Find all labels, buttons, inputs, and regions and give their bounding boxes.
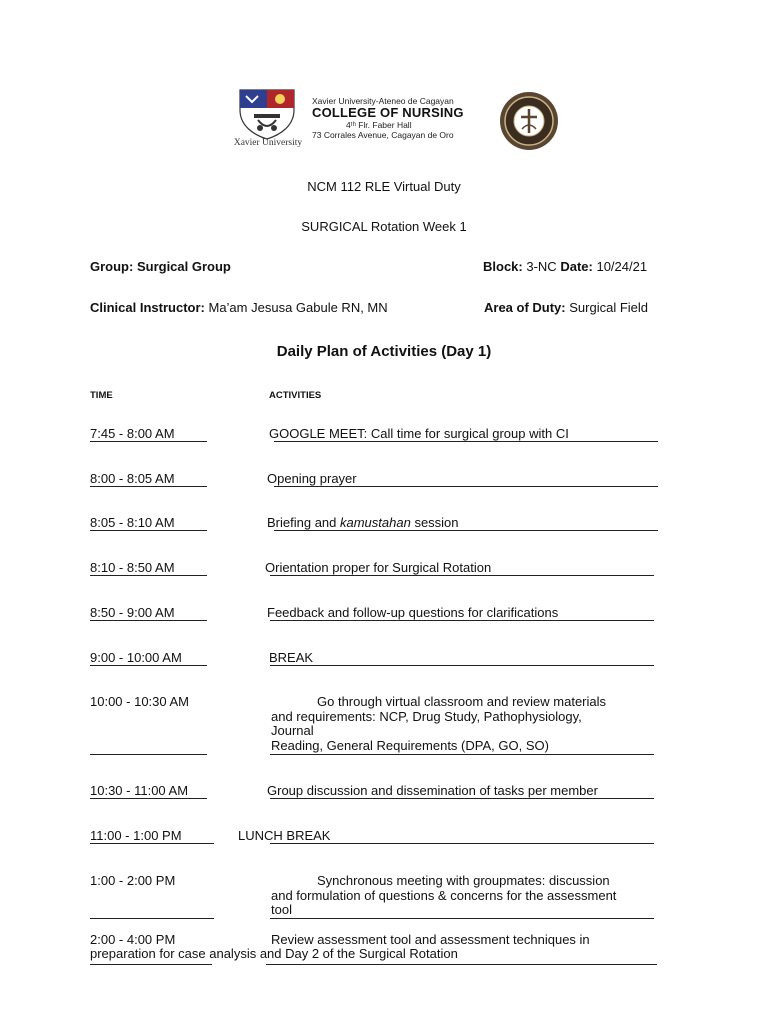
block-date-field (483, 259, 647, 274)
blank-line (270, 619, 654, 621)
blank-line (90, 842, 214, 844)
activity-line: Review assessment tool and assessment techniques in (271, 932, 590, 947)
block-value: 3-NC (526, 259, 557, 274)
time-slot: 8:00 - 8:05 AM (90, 471, 175, 486)
activity: LUNCH BREAK (238, 828, 331, 843)
time-slot: 10:00 - 10:30 AM (90, 694, 190, 709)
block-label: Block: (483, 259, 523, 274)
activity: GOOGLE MEET: Call time for surgical group with CI (269, 426, 569, 441)
activity-line: and requirements: NCP, Drug Study, Pathophysiology, (271, 709, 582, 724)
plan-title: Daily Plan of Activities (Day 1) (276, 343, 492, 360)
activity-text: Briefing and (267, 515, 340, 530)
blank-line (270, 753, 654, 755)
activity-line: and formulation of questions & concerns for the assessment (271, 888, 617, 903)
blank-line (90, 619, 207, 621)
activity-italic-text: kamustahan (340, 515, 411, 530)
activity: BREAK (269, 650, 314, 665)
blank-line (90, 664, 207, 666)
activity: Orientation proper for Surgical Rotation (265, 560, 492, 575)
blank-line (270, 664, 654, 666)
time-slot: 8:50 - 9:00 AM (90, 605, 175, 620)
college-address (312, 96, 502, 140)
activity-line: Go through virtual classroom and review materials (317, 694, 607, 709)
blank-line (270, 574, 654, 576)
blank-line (90, 797, 207, 799)
college-name: COLLEGE OF NURSING (312, 105, 464, 120)
street-address: 73 Corrales Avenue, Cagayan de Oro (312, 130, 454, 140)
activity: Feedback and follow-up questions for clarifications (267, 605, 559, 620)
activity-line: Reading, General Requirements (DPA, GO, SO) (271, 738, 549, 753)
time-slot: 9:00 - 10:00 AM (90, 650, 182, 665)
letterhead (228, 88, 538, 158)
activity-text: session (410, 515, 459, 530)
activity-line: preparation for case analysis and Day 2 of the Surgical Rotation (90, 946, 458, 961)
activity-line: Journal (271, 723, 314, 738)
blank-line (270, 797, 654, 799)
blank-line (270, 842, 654, 844)
date-label: Date: (560, 259, 593, 274)
area-value: Surgical Field (569, 300, 649, 315)
nursing-seal-icon (498, 90, 560, 157)
blank-line (270, 917, 654, 919)
rotation-title: SURGICAL Rotation Week 1 (301, 219, 467, 234)
time-column-header: TIME (90, 390, 113, 401)
activity-line: tool (271, 902, 292, 917)
ci-label: Clinical Instructor: (90, 300, 205, 315)
time-slot: 8:05 - 8:10 AM (90, 515, 175, 530)
activities-column-header: ACTIVITIES (269, 390, 322, 401)
area-label: Area of Duty: (484, 300, 566, 315)
area-of-duty-field (484, 300, 648, 315)
group-label: Group: (90, 259, 134, 274)
time-slot: 10:30 - 11:00 AM (90, 783, 189, 798)
university-caption: Xavier University (233, 138, 303, 148)
activity: Group discussion and dissemination of tasks per member (267, 783, 598, 798)
time-slot: 8:10 - 8:50 AM (90, 560, 175, 575)
blank-line (90, 917, 214, 919)
group-field (90, 259, 231, 274)
date-value: 10/24/21 (596, 259, 648, 274)
blank-line (274, 440, 658, 442)
blank-line (274, 485, 658, 487)
activity: Opening prayer (267, 471, 357, 486)
floor-address: 4ᵗʰ Flr. Faber Hall (346, 120, 412, 130)
activity-line: Synchronous meeting with groupmates: discussion (317, 873, 610, 888)
time-slot: 11:00 - 1:00 PM (90, 828, 182, 843)
blank-line (274, 529, 658, 531)
blank-line (90, 963, 212, 965)
time-slot: 1:00 - 2:00 PM (90, 873, 176, 888)
clinical-instructor-field (90, 300, 388, 315)
blank-line (266, 963, 657, 965)
time-slot: 2:00 - 4:00 PM (90, 932, 176, 947)
blank-line (90, 485, 207, 487)
course-title: NCM 112 RLE Virtual Duty (307, 179, 461, 194)
blank-line (90, 440, 207, 442)
blank-line (90, 753, 207, 755)
group-value: Surgical Group (136, 259, 231, 274)
ci-value: Ma’am Jesusa Gabule RN, MN (208, 300, 388, 315)
blank-line (90, 574, 207, 576)
shield-icon (236, 88, 298, 140)
blank-line (90, 529, 207, 531)
time-slot: 7:45 - 8:00 AM (90, 426, 175, 441)
xavier-university-logo (228, 88, 308, 154)
university-name: Xavier University-Ateneo de Cagayan (312, 96, 454, 106)
